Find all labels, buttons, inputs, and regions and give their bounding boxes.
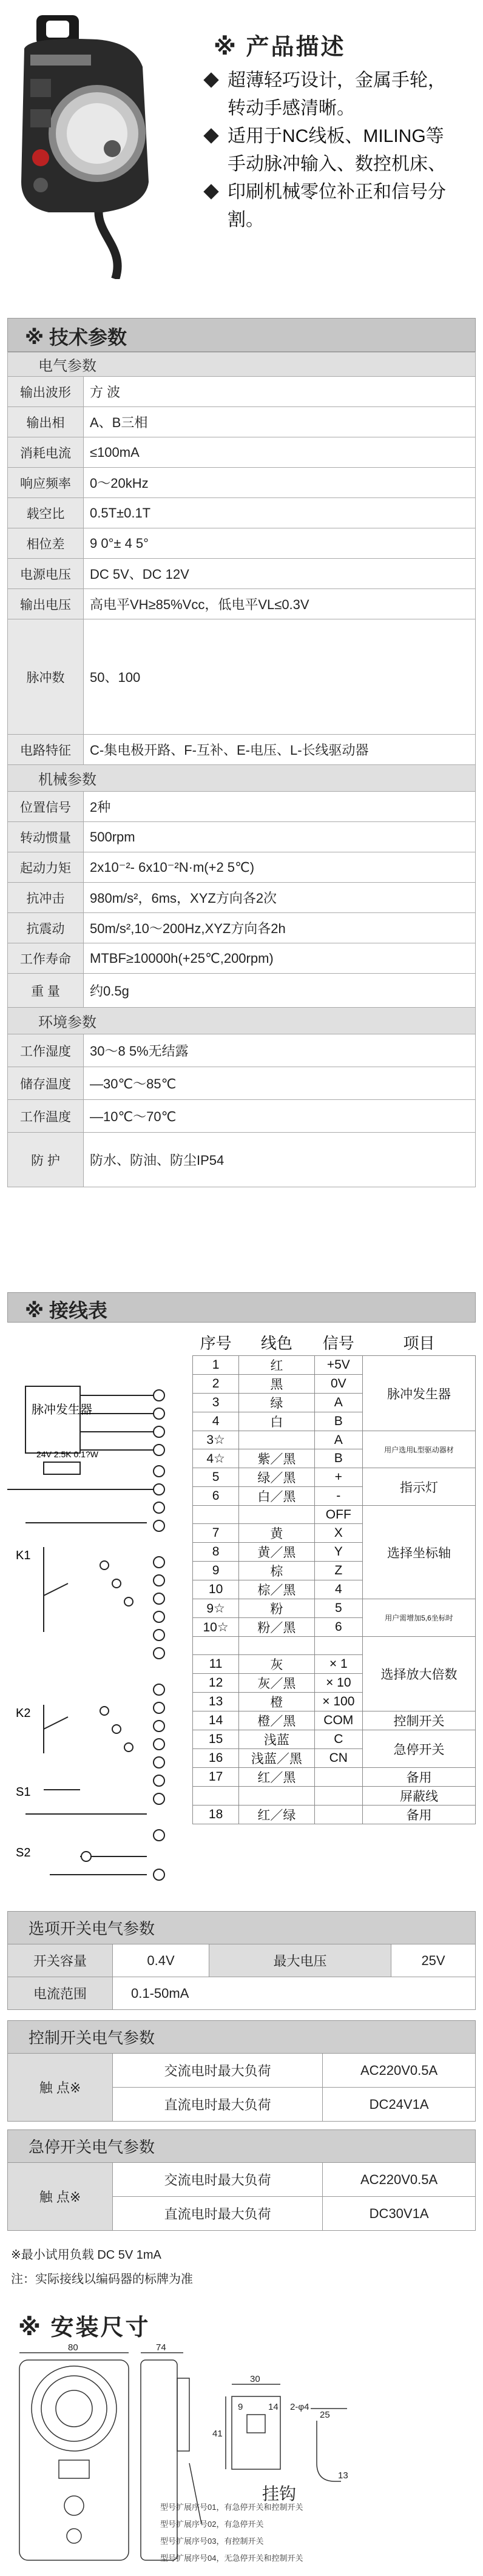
- table-cell: 5: [193, 1468, 239, 1487]
- dimension-label: 30: [250, 2374, 260, 2384]
- table-cell: X: [314, 1524, 362, 1543]
- table-cell: C: [314, 1730, 362, 1749]
- table-cell: 脉冲发生器: [362, 1356, 475, 1431]
- table-cell: 备用: [362, 1768, 475, 1787]
- param-key: 位置信号: [8, 792, 84, 822]
- table-cell: × 1: [314, 1655, 362, 1674]
- table-cell: 指示灯: [362, 1468, 475, 1506]
- col-header-seq: 序号: [200, 1334, 232, 1352]
- table-cell: A: [314, 1431, 362, 1449]
- table-cell: 10: [193, 1580, 239, 1599]
- table-cell: [239, 1506, 314, 1524]
- table-cell: 开关容量: [8, 1944, 113, 1977]
- table-cell: CN: [314, 1749, 362, 1768]
- table-cell: 红／黑: [239, 1768, 314, 1787]
- param-key: 输出相: [8, 407, 84, 437]
- param-key: 工作温度: [8, 1100, 84, 1133]
- table-cell: 白: [239, 1412, 314, 1431]
- param-key: 脉冲数: [8, 619, 84, 735]
- table-cell: 红／绿: [239, 1806, 314, 1824]
- table-cell: 5: [314, 1599, 362, 1618]
- table-cell: 15: [193, 1730, 239, 1749]
- table-cell: COM: [314, 1711, 362, 1730]
- estop-switch-table: [7, 2129, 476, 2231]
- table-cell: 10☆: [193, 1618, 239, 1637]
- table-cell: AC220V0.5A: [323, 2163, 476, 2197]
- dimension-label: 25: [320, 2410, 330, 2420]
- s1-label: S1: [16, 1785, 31, 1799]
- table-cell: 急停开关: [362, 1730, 475, 1768]
- table-cell: 白／黑: [239, 1487, 314, 1506]
- param-value: 0.5T±0.1T: [84, 498, 476, 528]
- table-cell: AC220V0.5A: [323, 2054, 476, 2088]
- legend-line: 型号扩展序号01，有急停开关和控制开关: [160, 2503, 303, 2512]
- param-key: 载空比: [8, 498, 84, 528]
- table-cell: 16: [193, 1749, 239, 1768]
- param-key: 电源电压: [8, 559, 84, 589]
- table-cell: 14: [193, 1711, 239, 1730]
- param-value: 30～8 5%无结露: [84, 1034, 476, 1067]
- dimension-label: 41: [212, 2429, 223, 2439]
- estop-switch-title: 急停开关电气参数: [8, 2130, 476, 2163]
- param-key: 电路特征: [8, 735, 84, 765]
- table-cell: 选择放大倍数: [362, 1637, 475, 1711]
- wiring-diagram: [7, 1329, 192, 1911]
- param-key: 转动惯量: [8, 822, 84, 852]
- table-cell: 6: [193, 1487, 239, 1506]
- table-cell: 1: [193, 1356, 239, 1375]
- pulse-generator-label: 脉冲发生器: [32, 1403, 92, 1417]
- table-cell: 粉: [239, 1599, 314, 1618]
- table-cell: 8: [193, 1543, 239, 1562]
- param-value: 高电平VH≥85%Vcc，低电平VL≤0.3V: [84, 589, 476, 619]
- param-key: 抗震动: [8, 913, 84, 943]
- table-cell: 电流范围: [8, 1977, 113, 2010]
- param-key: 响应频率: [8, 468, 84, 498]
- table-cell: 3: [193, 1394, 239, 1412]
- table-cell: 最大电压: [209, 1944, 391, 1977]
- param-value: ≤100mA: [84, 437, 476, 468]
- table-cell: 17: [193, 1768, 239, 1787]
- selection-switch-table: [7, 1911, 476, 2010]
- table-cell: [193, 1506, 239, 1524]
- table-cell: A: [314, 1394, 362, 1412]
- legend-line: 型号扩展序号02，有急停开关: [160, 2520, 264, 2529]
- s2-label: S2: [16, 1846, 31, 1860]
- table-cell: [239, 1431, 314, 1449]
- table-cell: 0.4V: [113, 1944, 209, 1977]
- electrical-params-label: 电气参数: [8, 352, 476, 377]
- dimension-label: 9: [238, 2402, 243, 2412]
- param-value: 500rpm: [84, 822, 476, 852]
- param-key: 工作寿命: [8, 943, 84, 974]
- param-key: 输出波形: [8, 377, 84, 407]
- param-key: 工作湿度: [8, 1034, 84, 1067]
- table-cell: 黄: [239, 1524, 314, 1543]
- product-description-list: [203, 67, 479, 234]
- table-cell: 6: [314, 1618, 362, 1637]
- table-cell: 浅蓝／黑: [239, 1749, 314, 1768]
- table-cell: 棕／黑: [239, 1580, 314, 1599]
- param-key: 起动力矩: [8, 852, 84, 883]
- table-cell: 绿: [239, 1394, 314, 1412]
- control-switch-table: [7, 2020, 476, 2122]
- param-key: 消耗电流: [8, 437, 84, 468]
- k1-label: K1: [16, 1549, 31, 1562]
- table-cell: [314, 1637, 362, 1655]
- table-cell: 粉／黑: [239, 1618, 314, 1637]
- table-cell: 灰／黑: [239, 1674, 314, 1693]
- wiring-header: [7, 1292, 476, 1323]
- table-cell: DC30V1A: [323, 2197, 476, 2231]
- table-cell: [314, 1787, 362, 1806]
- table-cell: Y: [314, 1543, 362, 1562]
- legend-line: 型号扩展序号04，无急停开关和控制开关: [160, 2554, 303, 2563]
- param-value: DC 5V、DC 12V: [84, 559, 476, 589]
- min-load-note: ※最小试用负载 DC 5V 1mA: [11, 2248, 161, 2262]
- list-item: 割。: [228, 210, 264, 230]
- param-value: —30℃～85℃: [84, 1067, 476, 1100]
- table-cell: 紫／黑: [239, 1449, 314, 1468]
- legend-line: 型号扩展序号03，有控制开关: [160, 2537, 264, 2546]
- param-key: 相位差: [8, 528, 84, 559]
- dimension-label: 14: [268, 2402, 279, 2412]
- param-key: 防 护: [8, 1133, 84, 1187]
- table-cell: 黑: [239, 1375, 314, 1394]
- col-header-item: 项目: [403, 1334, 435, 1352]
- table-cell: 备用: [362, 1806, 475, 1824]
- resistor-label: 24V 2.5K 0.1?W: [36, 1449, 98, 1459]
- dimension-label: 13: [338, 2470, 348, 2481]
- mechanical-params-label: 机械参数: [8, 765, 476, 792]
- param-value: A、B三相: [84, 407, 476, 437]
- table-cell: [193, 1637, 239, 1655]
- param-key: 抗冲击: [8, 883, 84, 913]
- table-cell: 0.1-50mA: [113, 1977, 476, 2010]
- table-cell: [314, 1768, 362, 1787]
- table-cell: Z: [314, 1562, 362, 1580]
- table-cell: 触 点※: [8, 2054, 113, 2122]
- table-cell: 绿／黑: [239, 1468, 314, 1487]
- wiring-note: 注：实际接线以编码器的标牌为准: [11, 2273, 193, 2286]
- table-cell: 9☆: [193, 1599, 239, 1618]
- table-cell: 11: [193, 1655, 239, 1674]
- table-cell: 用户选用L型驱动器材: [362, 1431, 475, 1468]
- tech-params-title: ※ 技术参数: [25, 326, 127, 348]
- table-cell: -: [314, 1487, 362, 1506]
- tech-params-header: [7, 318, 476, 352]
- table-cell: 4☆: [193, 1449, 239, 1468]
- table-cell: 红: [239, 1356, 314, 1375]
- selection-switch-title: 选项开关电气参数: [8, 1912, 476, 1944]
- param-key: 储存温度: [8, 1067, 84, 1100]
- table-cell: 橙: [239, 1693, 314, 1711]
- table-cell: 灰: [239, 1655, 314, 1674]
- handwheel-device-image: [12, 12, 164, 279]
- param-value: MTBF≥10000h(+25℃,200rpm): [84, 943, 476, 974]
- list-item: 手动脉冲输入、数控机床、: [228, 154, 446, 174]
- wiring-table: [192, 1329, 476, 1824]
- list-item: 超薄轻巧设计，金属手轮，: [203, 67, 479, 95]
- table-cell: B: [314, 1412, 362, 1431]
- list-item: 印刷机械零位补正和信号分: [203, 178, 479, 206]
- table-cell: +: [314, 1468, 362, 1487]
- param-value: 2x10⁻²- 6x10⁻²N·m(+2 5℃): [84, 852, 476, 883]
- param-value: 9 0°± 4 5°: [84, 528, 476, 559]
- hook-label: 挂钩: [262, 2484, 297, 2503]
- table-cell: 7: [193, 1524, 239, 1543]
- dimension-label: 74: [156, 2342, 166, 2353]
- table-cell: 直流电时最大负荷: [113, 2197, 323, 2231]
- param-value: 980m/s²，6ms，XYZ方向各2次: [84, 883, 476, 913]
- table-cell: [239, 1637, 314, 1655]
- table-cell: [314, 1806, 362, 1824]
- table-cell: 选择坐标轴: [362, 1506, 475, 1599]
- table-cell: × 10: [314, 1674, 362, 1693]
- list-item: 适用于NC线板、MILING等: [203, 123, 479, 150]
- col-header-signal: 信号: [322, 1334, 354, 1352]
- param-value: 50、100: [84, 619, 476, 735]
- table-cell: DC24V1A: [323, 2088, 476, 2122]
- table-cell: [193, 1787, 239, 1806]
- param-key: 输出电压: [8, 589, 84, 619]
- param-value: 50m/s²,10～200Hz,XYZ方向各2h: [84, 913, 476, 943]
- tech-params-table: [7, 352, 476, 1187]
- table-cell: 0V: [314, 1375, 362, 1394]
- table-cell: 浅蓝: [239, 1730, 314, 1749]
- table-cell: 橙／黑: [239, 1711, 314, 1730]
- table-cell: 交流电时最大负荷: [113, 2054, 323, 2088]
- table-cell: 控制开关: [362, 1711, 475, 1730]
- list-item: 转动手感清晰。: [228, 98, 355, 118]
- table-cell: 直流电时最大负荷: [113, 2088, 323, 2122]
- environment-params-label: 环境参数: [8, 1008, 476, 1034]
- table-cell: 25V: [391, 1944, 476, 1977]
- table-cell: 3☆: [193, 1431, 239, 1449]
- param-value: —10℃～70℃: [84, 1100, 476, 1133]
- param-key: 重 量: [8, 974, 84, 1008]
- control-switch-title: 控制开关电气参数: [8, 2021, 476, 2054]
- param-value: 约0.5g: [84, 974, 476, 1008]
- dimension-label: 2-φ4: [290, 2402, 309, 2412]
- table-cell: 用户需增加5,6坐标时: [362, 1599, 475, 1637]
- table-cell: B: [314, 1449, 362, 1468]
- param-value: 0～20kHz: [84, 468, 476, 498]
- table-cell: 触 点※: [8, 2163, 113, 2231]
- col-header-color: 线色: [260, 1334, 292, 1352]
- table-cell: 交流电时最大负荷: [113, 2163, 323, 2197]
- param-value: C-集电极开路、F-互补、E-电压、L-长线驱动器: [84, 735, 476, 765]
- product-description-title: ※ 产品描述: [214, 35, 346, 60]
- table-cell: 18: [193, 1806, 239, 1824]
- table-cell: +5V: [314, 1356, 362, 1375]
- table-cell: × 100: [314, 1693, 362, 1711]
- table-cell: 黄／黑: [239, 1543, 314, 1562]
- param-value: 2种: [84, 792, 476, 822]
- product-description-section: [0, 0, 483, 285]
- k2-label: K2: [16, 1707, 31, 1720]
- wiring-section: [7, 1292, 476, 1917]
- table-cell: 9: [193, 1562, 239, 1580]
- table-cell: 4: [193, 1412, 239, 1431]
- table-cell: 13: [193, 1693, 239, 1711]
- install-dimensions-title: ※ 安装尺寸: [18, 2315, 150, 2341]
- table-cell: 屏蔽线: [362, 1787, 475, 1806]
- table-cell: 棕: [239, 1562, 314, 1580]
- table-cell: 12: [193, 1674, 239, 1693]
- param-value: 方 波: [84, 377, 476, 407]
- dimension-label: 80: [68, 2342, 78, 2353]
- table-cell: 2: [193, 1375, 239, 1394]
- table-cell: OFF: [314, 1506, 362, 1524]
- table-cell: [239, 1787, 314, 1806]
- wiring-title: ※ 接线表: [25, 1300, 108, 1321]
- table-cell: 4: [314, 1580, 362, 1599]
- param-value: 防水、防油、防尘IP54: [84, 1133, 476, 1187]
